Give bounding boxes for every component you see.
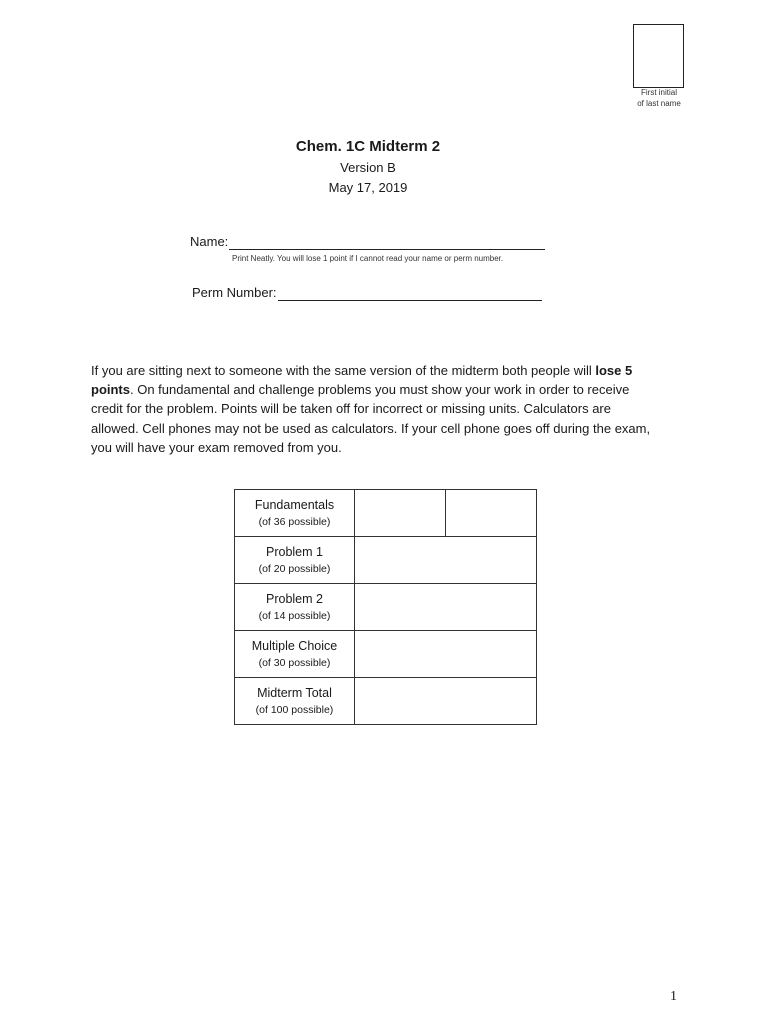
score-possible: (of 14 possible) — [258, 610, 331, 622]
first-initial-label — [620, 87, 698, 109]
first-initial-label-line2: of last name — [637, 99, 681, 108]
page-number: 1 — [670, 989, 677, 1004]
score-cell[interactable] — [446, 490, 537, 537]
score-possible: (of 30 possible) — [258, 657, 331, 669]
score-table — [234, 489, 537, 725]
exam-date: May 17, 2019 — [328, 180, 408, 195]
header — [0, 137, 736, 197]
name-field — [190, 234, 545, 250]
score-label-cell — [235, 678, 355, 725]
score-label: Midterm Total — [257, 686, 332, 700]
instructions-bold: lose 5 points — [91, 363, 633, 398]
table-row — [235, 631, 537, 678]
score-possible: (of 20 possible) — [258, 563, 331, 575]
page-title: Chem. 1C Midterm 2 — [295, 138, 441, 155]
score-label-cell — [235, 537, 355, 584]
score-cell[interactable] — [355, 678, 537, 725]
score-label-cell — [235, 490, 355, 537]
name-label: Name: — [190, 234, 229, 249]
score-label: Problem 1 — [266, 545, 323, 559]
score-possible: (of 100 possible) — [255, 704, 334, 716]
first-initial-label-line1: First initial — [640, 88, 677, 97]
score-label-cell — [235, 631, 355, 678]
instructions-part2: . On fundamental and challenge problems you must show your work in order to receive credit for the problem. Points will be taken off for incorrect or missing units. Calculators are allowed. Cell phones may not be used as calculators. If your cell phone goes off during the exam, you will have your exam removed from you. — [91, 382, 651, 455]
table-row — [235, 537, 537, 584]
score-label: Multiple Choice — [251, 639, 338, 653]
score-cell[interactable] — [355, 631, 537, 678]
score-label: Fundamentals — [254, 498, 335, 512]
instructions-paragraph — [91, 361, 651, 457]
perm-number-field — [192, 285, 542, 301]
score-cell[interactable] — [355, 584, 537, 631]
perm-number-label: Perm Number: — [192, 285, 277, 300]
instructions-part1: If you are sitting next to someone with the same version of the midterm both people will — [91, 363, 596, 378]
score-label: Problem 2 — [266, 592, 323, 606]
score-cell[interactable] — [355, 537, 537, 584]
score-possible: (of 36 possible) — [258, 516, 331, 528]
perm-number-input-line[interactable] — [278, 287, 542, 301]
first-initial-box[interactable] — [633, 24, 684, 88]
name-note: Print Neatly. You will lose 1 point if I cannot read your name or perm number. — [232, 254, 504, 263]
score-label-cell — [235, 584, 355, 631]
table-row — [235, 490, 537, 537]
name-input-line[interactable] — [229, 236, 545, 250]
score-cell[interactable] — [355, 490, 446, 537]
exam-version: Version B — [340, 160, 396, 175]
table-row — [235, 678, 537, 725]
table-row — [235, 584, 537, 631]
